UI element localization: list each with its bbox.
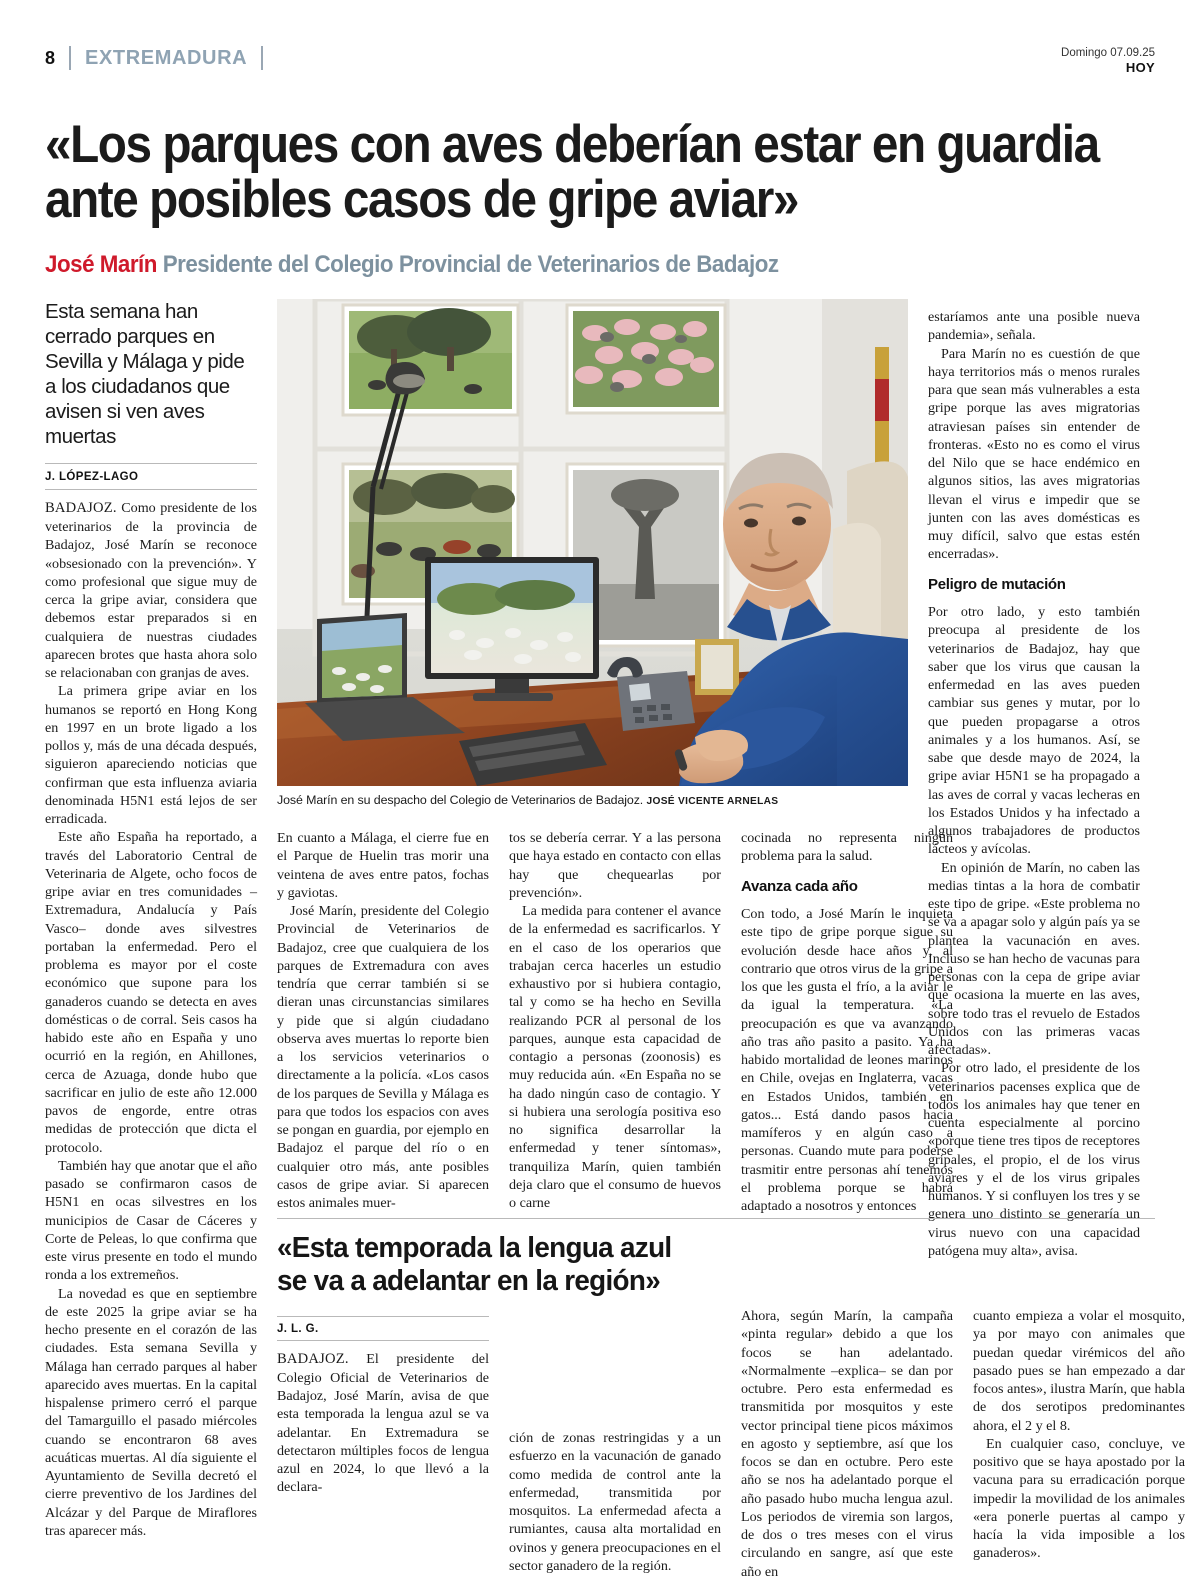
section-subheading-peligro: Peligro de mutación xyxy=(928,575,1066,593)
photo-caption xyxy=(277,786,908,807)
dateline: BADAJOZ. xyxy=(45,500,117,517)
interviewee-credit xyxy=(45,251,1150,279)
paragraph-text: El presidente del Colegio Oficial de Veterinarios de Badajoz, José Marín, avisa de que esta temporada la lengua azul se va adelantar. En Extremadura se detectaron múltiples focos de lengua azul en 2024, lo que llevó a la declara- xyxy=(277,1351,489,1496)
right-column xyxy=(928,299,1140,1260)
paragraph xyxy=(277,1350,489,1497)
page-folio: 8 xyxy=(45,48,56,68)
paragraph: En cuanto a Málaga, el cierre fue en el Parque de Huelin tras morir una veintena de aves entre patos, fochas y gaviotas. xyxy=(277,830,489,901)
secondary-column-2 xyxy=(509,1316,721,1581)
paragraph xyxy=(45,499,257,682)
mid-column-3 xyxy=(509,820,721,1215)
left-column xyxy=(45,299,257,1540)
secondary-column-3-body xyxy=(741,1307,953,1581)
secondary-byline: J. L. G. xyxy=(277,1323,319,1336)
paragraph: Para Marín no es cuestión de que haya territorios más o menos rurales para que sean más vulnerables a esta gripe porque las aves migratorias atraviesan países sin entender de fronteras. «Esto no es como el virus del Nilo que se hace endémico en algunos sitios, las aves migratorias llevan el virus e impedir que se junten con las aves domésticas es muy difícil, salvo que estas estén encerradas». xyxy=(928,345,1140,563)
paragraph: José Marín, presidente del Colegio Provincial de Veterinarios de Badajoz, cree que cualquiera de los parques de Extremadura con aves tendría que cerrar también si se dieran unas circunstancias similares y pide que si algún ciudadano observa aves muertas lo reporte bien a los servicios veterinarios o directamente a la policía. «Los casos de los parques de Sevilla y Málaga es para que todos los espacios con aves se pongan en guardia, por ejemplo en Badajoz el parque del río o en cualquier otro más, ante posibles casos de gripe aviar. Si aparecen estos animales muer- xyxy=(277,903,489,1212)
gutter xyxy=(721,1316,741,1581)
dateline: BADAJOZ. xyxy=(277,1351,349,1368)
secondary-column-4 xyxy=(973,1308,1185,1581)
secondary-columns xyxy=(277,1308,1185,1581)
paragraph: La primera gripe aviar en los humanos se reportó en Hong Kong en 1997 en un brote ligado a los pollos y, más de una década después, siguieron apareciendo noticias que confirman que esta influenza aviaria denominada H5N1 está lejos de ser erradicada. xyxy=(45,683,257,828)
paragraph: Por otro lado, y esto también preocupa al presidente de los veterinarios de Badajoz, hay que saber que los virus que causan la enfermedad en las aves pueden cambiar sus genes y mutar, por lo que pueden propagarse a otros animales y a los humanos. Así, se sabe que desde mayo de 2024, la gripe aviar H5N1 se ha propagado a las aves de corral y vacas lecheras en los Estados Unidos y ha infectado a algunos trabajadores de productos lácteos y avícolas. xyxy=(928,604,1140,858)
paragraph: La medida para contener el avance de la enfermedad es sacrificarlos. Y en el caso de los operarios que trabajan cerca hacerles un estudio exhaustivo por si hubiera contagio, tal y como se ha hecho en Sevilla realizando PCR al personal de los parques, aunque esta capacidad de contagio a personas (zoonosis) es muy reducida aún. «En España no se ha dado ningún caso de contagio. Y si hubiera una serología positiva eso no significa desarrollar la enfermedad y tener síntomas», tranquiliza Marín, quien también deja claro que el consumo de huevos o carne xyxy=(509,903,721,1212)
photo-credit: JOSÉ VICENTE ARNELAS xyxy=(646,796,779,808)
main-headline: «Los parques con aves deberían estar en guardia ante posibles casos de gripe aviar» xyxy=(45,115,1099,229)
secondary-headline: «Esta temporada la lengua azul se va a adelantar en la región» xyxy=(277,1232,672,1298)
masthead-right xyxy=(1061,46,1155,77)
gutter xyxy=(489,1316,509,1581)
paragraph: cocinada no representa ningún problema para la salud. xyxy=(741,830,953,865)
section-label: EXTREMADURA xyxy=(85,47,248,69)
article-photo xyxy=(277,299,908,786)
secondary-column-4-body xyxy=(973,1307,1185,1563)
paragraph: cuanto empieza a volar el mosquito, ya por mayo con animales que puedan quedar virémicos del año pasado pues se han empezado a dar focos antes», ilustra Marín, que habla de dos serotipos predominantes ahora, el 2 y el 8. xyxy=(973,1308,1185,1434)
masthead-divider-right xyxy=(261,46,263,70)
mid-column-2 xyxy=(277,820,489,1215)
photo-column xyxy=(277,299,953,1215)
byline-rule-bottom xyxy=(45,489,257,490)
paragraph: estaríamos ante una posible nueva pandemia», señala. xyxy=(928,309,1140,344)
secondary-article xyxy=(277,1218,1185,1581)
secondary-byline-rule-bottom xyxy=(277,1340,489,1341)
paragraph: En cualquier caso, concluye, ve positivo que se haya apostado por la vacuna para su erradicación porque impedir la movilidad de los animales «era ponerle puertas al campo y hacía la vida imposible a los ganaderos». xyxy=(973,1435,1185,1562)
gutter xyxy=(721,820,741,1215)
paper-logo: HOY xyxy=(1125,60,1155,76)
standfirst: Esta semana han cerrado parques en Sevilla y Málaga y pide a los ciudadanos que avisen si ven aves muertas xyxy=(45,300,245,449)
paragraph-text: Como presidente de los veterinarios de la provincia de Badajoz, José Marín se reconoce «obsesionado con la prevención». Y como profesional que sigue muy de cerca la gripe aviar, considera que debemos estar preparados si en cualquiera de nuestras ciudades aparecen brotes que hasta ahora solo se relacionaban con granjas de aves. xyxy=(45,500,257,682)
office-portrait-illustration xyxy=(277,299,908,786)
column-spacer xyxy=(509,1316,721,1420)
secondary-column-3 xyxy=(741,1308,953,1581)
gutter xyxy=(953,1316,973,1581)
left-column-body xyxy=(45,499,257,1540)
secondary-column-2-body xyxy=(509,1429,721,1575)
secondary-rule xyxy=(277,1218,1155,1219)
edition-date: Domingo 07.09.25 xyxy=(1061,47,1155,59)
paragraph: También hay que anotar que el año pasado se confirmaron casos de H5N1 en ocas silvestres en los municipios de Casar de Cáceres y Corte de Peleas, lo que confirma que este virus presente en todo el mundo ronda a los extremeños. xyxy=(45,1157,257,1284)
paragraph: En opinión de Marín, no caben las medias tintas a la hora de combatir este tipo de gripe. «Este problema no se va a apagar solo y algún país ya se plantea la vacunación en aves. Incluso se han hecho de vacunas para personas con la cepa de gripe aviar que ocasiona la muerte en las aves, sobre todo tras el revuelo de Estados Unidos con las primeras vacas afectadas». xyxy=(928,859,1140,1059)
section-subheading-avanza: Avanza cada año xyxy=(741,877,858,895)
paragraph: Por otro lado, el presidente de los veterinarios pacenses explica que de todos los animales hay que tener en cuenta especialmente al porcino «porque tiene tres tipos de receptores gripales, el propio, el de los virus aviares y el de los virus gripales humanos. Y si confluyen los tres y se genera uno distinto se generaría un virus nuevo con una capacidad patógena muy alta», avisa. xyxy=(928,1060,1140,1259)
paragraph: Con todo, a José Marín le inquieta este tipo de gripe porque sigue su evolución desde hace años y, al contrario que otros virus de la gripe a los que les gusta el frío, a la aviar le da igual la temperatura. «La preocupación es que va avanzando año tras año pasito a pasito. Ya ha habido mortalidad de leones marinos en Chile, ovejas en Inglaterra, vacas en Estados Unidos, también en gatos... Está dando pasos hacia mamíferos y en algún caso a personas. Cuando mute para poderse trasmitir entre personas ahí tenemos el problema porque se habrá adaptado a nosotros y entonces xyxy=(741,906,953,1215)
paragraph: ción de zonas restringidas y a un esfuerzo en la vacunación de ganado como medida de control ante la enfermedad, transmitida por mosquitos. La enfermedad afecta a rumiantes, causa alta mortalidad en ovinos y genera preocupaciones en el sector ganadero de la región. xyxy=(509,1430,721,1574)
mid-columns xyxy=(277,820,953,1215)
article-byline: J. LÓPEZ-LAGO xyxy=(45,471,139,484)
paragraph: tos se debería cerrar. Y a las persona que haya estado en contacto con ellas hay que chequearlas por prevención». xyxy=(509,830,721,901)
paragraph: Ahora, según Marín, la campaña «pinta regular» debido a que los focos se han adelantado. «Normalmente –explica– se dan por octubre. Pero esta enfermedad es transmitida por mosquitos y este vector principal tiene picos máximos en agosto y septiembre, así que los focos se dan en octubre. Pero este año se nos ha adelantado porque el año pasado hubo mucha lengua azul. Los periodos de viremia son largos, de dos o tres meses con el virus circulando en sangre, así que este año en xyxy=(741,1308,953,1580)
interviewee-role: Presidente del Colegio Provincial de Veterinarios de Badajoz xyxy=(162,251,779,279)
photo-caption-text: José Marín en su despacho del Colegio de Veterinarios de Badajoz. xyxy=(277,793,644,808)
byline-block xyxy=(45,463,257,490)
paragraph: La novedad es que en septiembre de este 2025 la gripe aviar se ha hecho presente en el corazón de las ciudades. Esta semana Sevilla y Málaga han cerrado parques al haber aparecido aves muertas. En la capital hispalense primero cerró el parque del Tamarguillo el pasado miércoles cuando se encontraron 68 aves acuáticas muertas. Al día siguiente el Ayuntamiento de Sevilla decretó el cierre preventivo de los Jardines del Alcázar y del Parque de Miraflores tras aparecer más. xyxy=(45,1285,257,1539)
gutter xyxy=(489,820,509,1215)
interviewee-name: José Marín xyxy=(45,251,157,279)
secondary-column-1 xyxy=(277,1316,489,1581)
masthead-left xyxy=(45,46,263,70)
paragraph: Este año España ha reportado, a través del Laboratorio Central de Veterinaria de Algete, ocho focos de gripe aviar en tres comunidades –Extremadura, Andalucía y País Vasco– donde aves silvestres portaban la enfermedad. Pero el problema es mayor por el coste económico que supone para los ganaderos cuando se detecta en aves domésticas o de corral. Seis casos ha habido este año en España y uno ocurrió en la región, en Ahillones, cerca de Azuaga, donde hubo que sacrificar en julio de este año 12.000 pavos de engorde, entre otras medidas de protección que dicta el protocolo. xyxy=(45,829,257,1156)
mid-column-4 xyxy=(741,820,953,1215)
secondary-column-1-body xyxy=(277,1350,489,1497)
masthead xyxy=(45,0,1155,92)
